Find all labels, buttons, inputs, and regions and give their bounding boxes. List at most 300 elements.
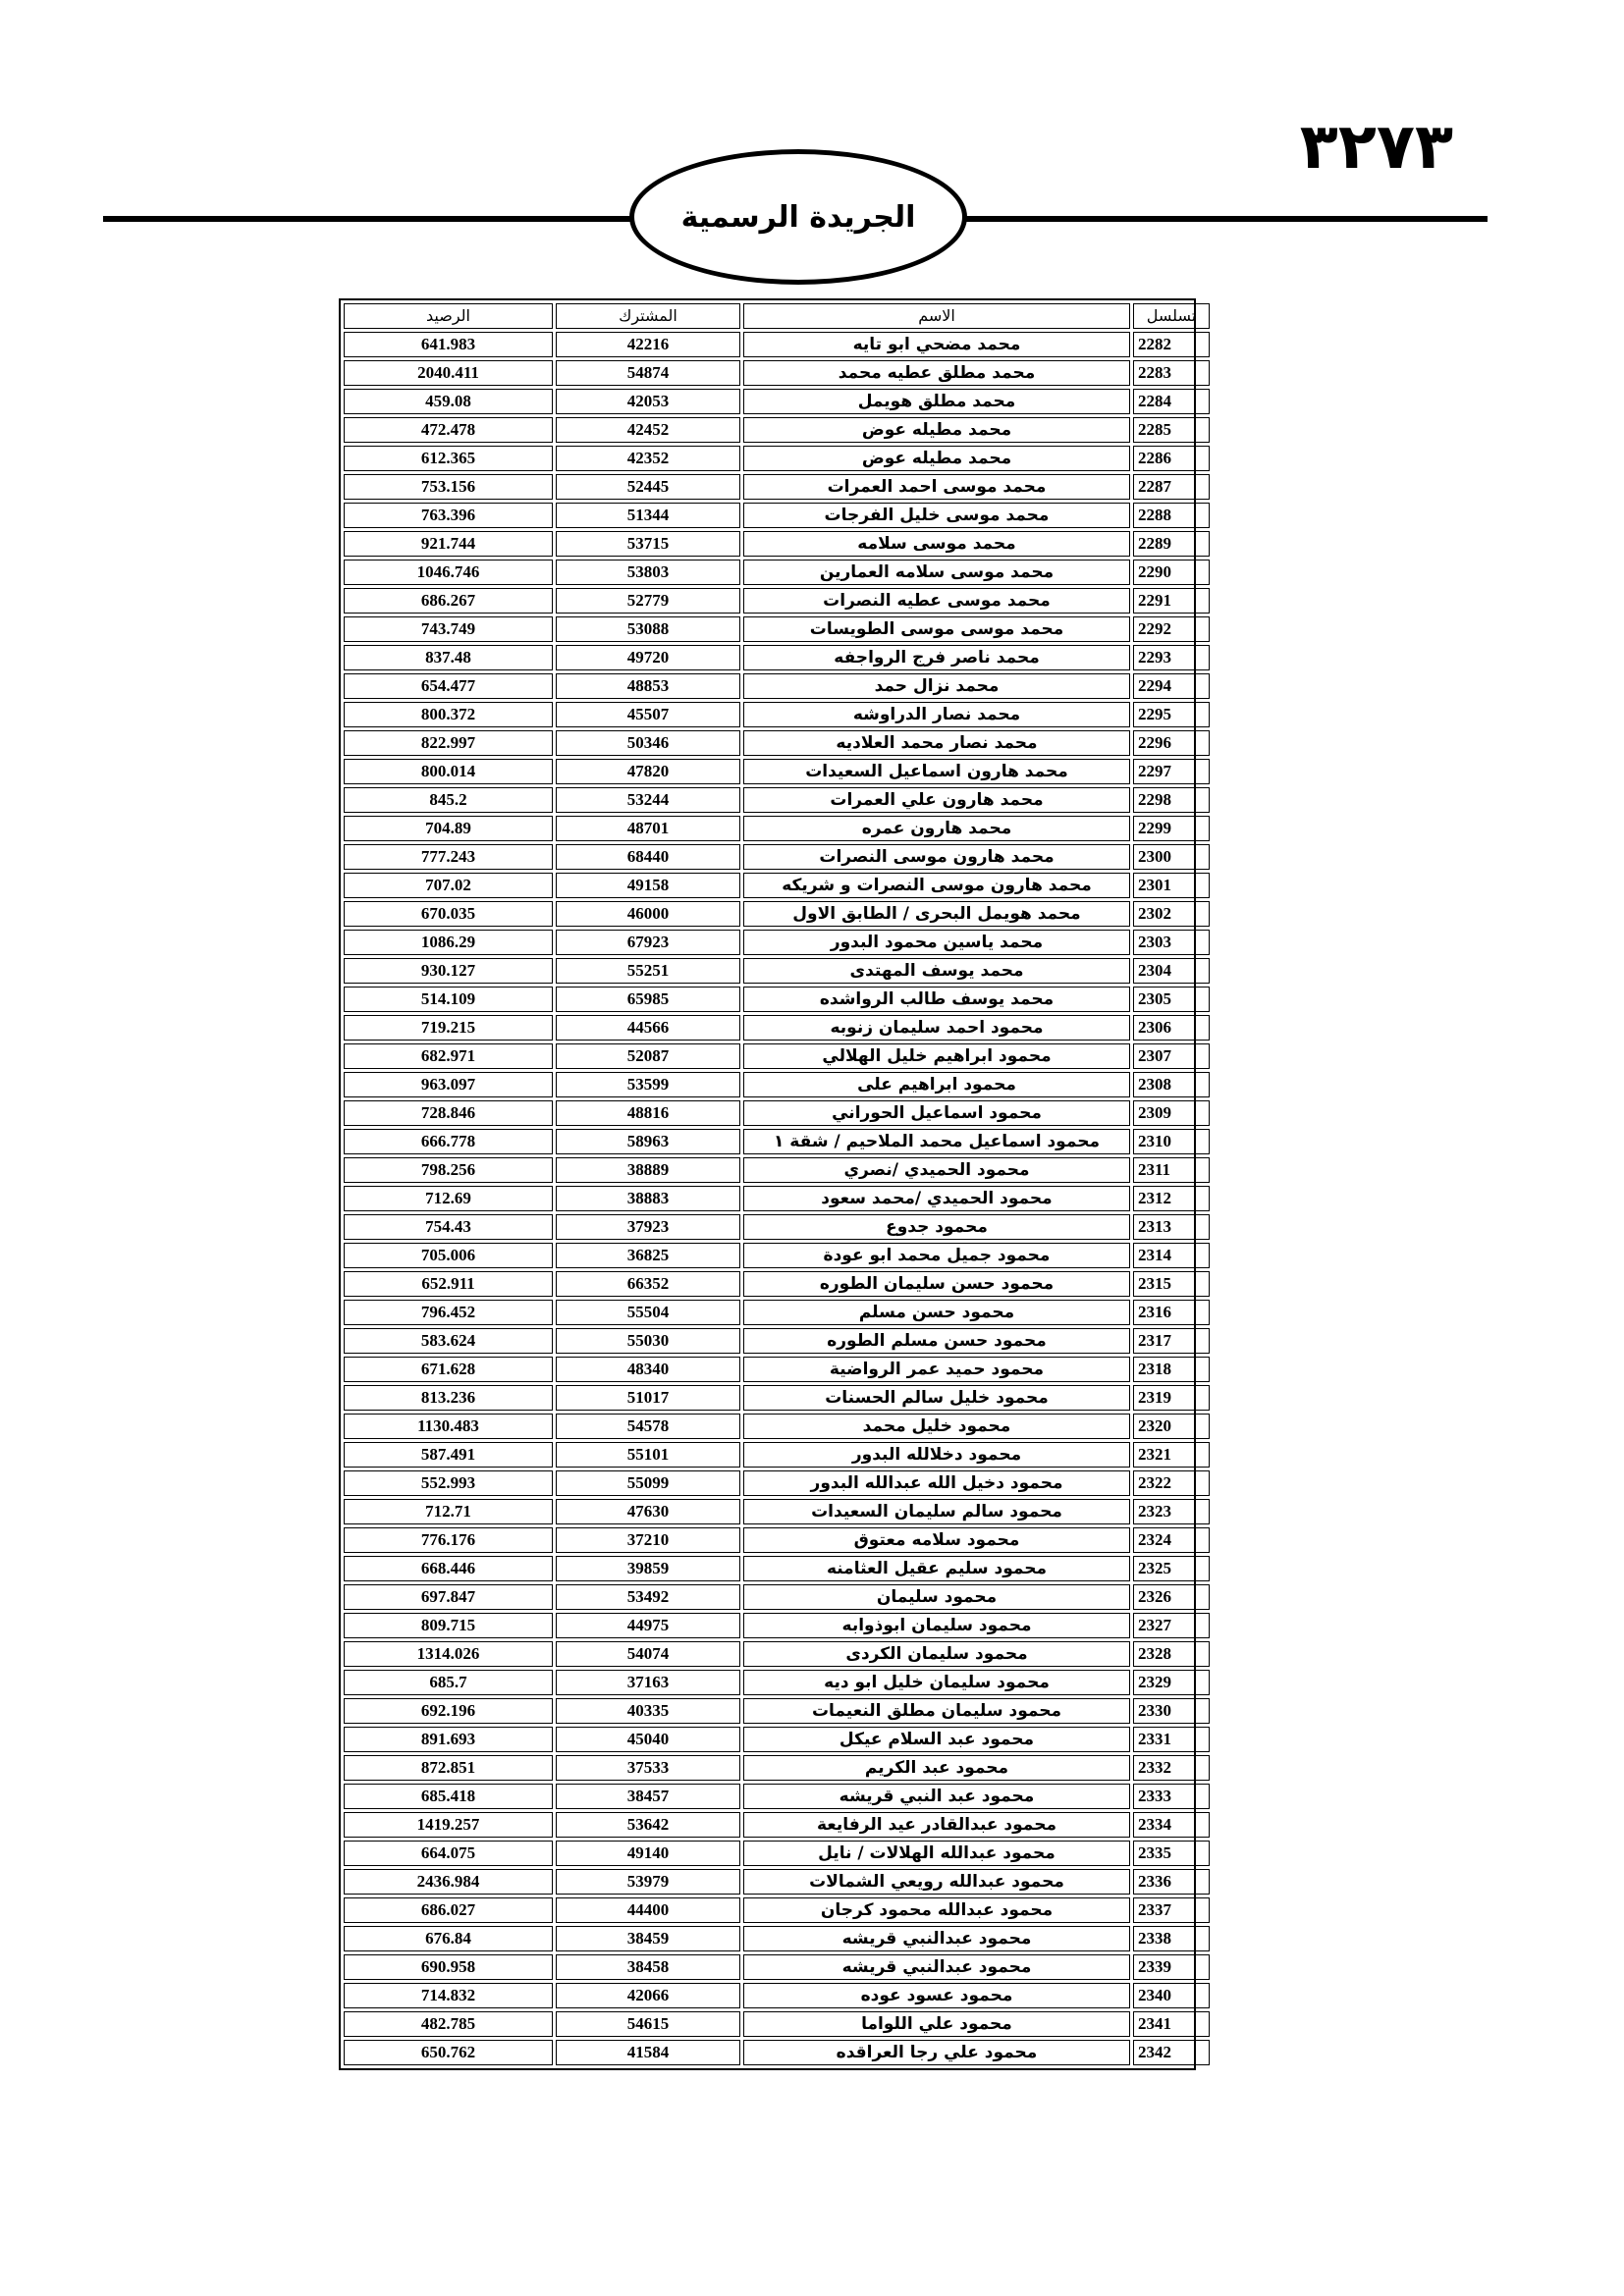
cell-serial: 2299: [1133, 816, 1210, 841]
table-row: [344, 958, 1210, 984]
cell-balance: 2040.411: [344, 360, 553, 386]
cell-balance: 707.02: [344, 873, 553, 898]
cell-serial: 2305: [1133, 987, 1210, 1012]
table-row: [344, 930, 1210, 955]
cell-balance: 891.693: [344, 1727, 553, 1752]
cell-balance: 796.452: [344, 1300, 553, 1325]
cell-balance: 1419.257: [344, 1812, 553, 1838]
cell-subscriber: 42053: [556, 389, 740, 414]
table-row: [344, 389, 1210, 414]
cell-name: محمد هارون موسى النصرات و شريكه: [743, 873, 1130, 898]
table-row: [344, 673, 1210, 699]
cell-serial: 2286: [1133, 446, 1210, 471]
cell-name: محمد مضحي ابو تايه: [743, 332, 1130, 357]
cell-subscriber: 47630: [556, 1499, 740, 1524]
table-row: [344, 588, 1210, 614]
ledger-body: [344, 332, 1210, 2065]
page-number: ٣٢٧٣: [1299, 111, 1453, 184]
cell-serial: 2303: [1133, 930, 1210, 955]
cell-balance: 686.027: [344, 1897, 553, 1923]
cell-subscriber: 42216: [556, 332, 740, 357]
cell-name: محمد هويمل البحرى / الطابق الاول: [743, 901, 1130, 927]
cell-subscriber: 42352: [556, 446, 740, 471]
cell-balance: 652.911: [344, 1271, 553, 1297]
cell-subscriber: 45040: [556, 1727, 740, 1752]
table-row: [344, 474, 1210, 500]
cell-balance: 753.156: [344, 474, 553, 500]
header-rule-left: [103, 216, 641, 222]
cell-balance: 459.08: [344, 389, 553, 414]
cell-serial: 2317: [1133, 1328, 1210, 1354]
cell-name: محمود علي اللواما: [743, 2011, 1130, 2037]
cell-serial: 2311: [1133, 1157, 1210, 1183]
cell-balance: 697.847: [344, 1584, 553, 1610]
cell-name: محمود جدوع: [743, 1214, 1130, 1240]
cell-serial: 2287: [1133, 474, 1210, 500]
cell-subscriber: 46000: [556, 901, 740, 927]
table-row: [344, 1641, 1210, 1667]
cell-name: محمد نصار محمد العلاديه: [743, 730, 1130, 756]
cell-subscriber: 37210: [556, 1527, 740, 1553]
table-row: [344, 560, 1210, 585]
cell-name: محمود خليل سالم الحسنات: [743, 1385, 1130, 1411]
cell-name: محمود عسود عوده: [743, 1983, 1130, 2008]
cell-balance: 1046.746: [344, 560, 553, 585]
cell-serial: 2315: [1133, 1271, 1210, 1297]
cell-balance: 813.236: [344, 1385, 553, 1411]
cell-subscriber: 53642: [556, 1812, 740, 1838]
cell-subscriber: 53979: [556, 1869, 740, 1895]
cell-subscriber: 55251: [556, 958, 740, 984]
cell-serial: 2291: [1133, 588, 1210, 614]
table-row: [344, 1983, 1210, 2008]
cell-name: محمد هارون عمره: [743, 816, 1130, 841]
cell-subscriber: 49158: [556, 873, 740, 898]
cell-subscriber: 52445: [556, 474, 740, 500]
cell-serial: 2328: [1133, 1641, 1210, 1667]
cell-subscriber: 48816: [556, 1100, 740, 1126]
cell-subscriber: 45507: [556, 702, 740, 727]
cell-subscriber: 51344: [556, 503, 740, 528]
cell-subscriber: 53715: [556, 531, 740, 557]
cell-serial: 2285: [1133, 417, 1210, 443]
cell-balance: 682.971: [344, 1043, 553, 1069]
cell-serial: 2306: [1133, 1015, 1210, 1041]
cell-name: محمد مطيله عوض: [743, 417, 1130, 443]
cell-serial: 2314: [1133, 1243, 1210, 1268]
cell-name: محمود حسن مسلم الطوره: [743, 1328, 1130, 1354]
cell-serial: 2319: [1133, 1385, 1210, 1411]
cell-serial: 2308: [1133, 1072, 1210, 1097]
cell-name: محمود الحميدي /محمد سعود: [743, 1186, 1130, 1211]
table-row: [344, 702, 1210, 727]
cell-subscriber: 53599: [556, 1072, 740, 1097]
cell-serial: 2341: [1133, 2011, 1210, 2037]
table-row: [344, 1442, 1210, 1468]
cell-balance: 482.785: [344, 2011, 553, 2037]
cell-balance: 686.267: [344, 588, 553, 614]
table-row: [344, 987, 1210, 1012]
cell-subscriber: 49720: [556, 645, 740, 670]
table-row: [344, 1527, 1210, 1553]
cell-serial: 2322: [1133, 1470, 1210, 1496]
cell-balance: 654.477: [344, 673, 553, 699]
cell-subscriber: 53088: [556, 616, 740, 642]
cell-serial: 2334: [1133, 1812, 1210, 1838]
cell-subscriber: 41584: [556, 2040, 740, 2065]
cell-subscriber: 44400: [556, 1897, 740, 1923]
cell-serial: 2292: [1133, 616, 1210, 642]
table-row: [344, 787, 1210, 813]
cell-name: محمود حميد عمر الرواضية: [743, 1357, 1130, 1382]
table-row: [344, 1129, 1210, 1154]
cell-serial: 2337: [1133, 1897, 1210, 1923]
cell-subscriber: 38459: [556, 1926, 740, 1951]
cell-name: محمد يوسف طالب الرواشده: [743, 987, 1130, 1012]
ledger-table-frame: [339, 298, 1196, 2070]
cell-name: محمود ابراهيم خليل الهلالي: [743, 1043, 1130, 1069]
cell-subscriber: 66352: [556, 1271, 740, 1297]
cell-balance: 704.89: [344, 816, 553, 841]
cell-subscriber: 38457: [556, 1784, 740, 1809]
cell-serial: 2316: [1133, 1300, 1210, 1325]
cell-serial: 2320: [1133, 1414, 1210, 1439]
cell-subscriber: 49140: [556, 1841, 740, 1866]
cell-subscriber: 65985: [556, 987, 740, 1012]
cell-name: محمود سليمان خليل ابو ديه: [743, 1670, 1130, 1695]
cell-balance: 690.958: [344, 1954, 553, 1980]
cell-serial: 2325: [1133, 1556, 1210, 1581]
cell-balance: 798.256: [344, 1157, 553, 1183]
cell-subscriber: 54578: [556, 1414, 740, 1439]
cell-subscriber: 42452: [556, 417, 740, 443]
cell-balance: 670.035: [344, 901, 553, 927]
table-row: [344, 503, 1210, 528]
table-row: [344, 1584, 1210, 1610]
table-row: [344, 645, 1210, 670]
cell-subscriber: 48340: [556, 1357, 740, 1382]
table-row: [344, 616, 1210, 642]
table-row: [344, 1157, 1210, 1183]
table-row: [344, 1357, 1210, 1382]
cell-serial: 2304: [1133, 958, 1210, 984]
cell-subscriber: 47820: [556, 759, 740, 784]
cell-serial: 2290: [1133, 560, 1210, 585]
cell-subscriber: 55099: [556, 1470, 740, 1496]
cell-subscriber: 38458: [556, 1954, 740, 1980]
cell-serial: 2323: [1133, 1499, 1210, 1524]
cell-name: محمد موسى احمد العمرات: [743, 474, 1130, 500]
table-row: [344, 1499, 1210, 1524]
cell-name: محمود عبدالله محمود كرجان: [743, 1897, 1130, 1923]
cell-name: محمود سليمان مطلق النعيمات: [743, 1698, 1130, 1724]
cell-name: محمود علي رجا العراقده: [743, 2040, 1130, 2065]
table-row: [344, 446, 1210, 471]
cell-serial: 2297: [1133, 759, 1210, 784]
cell-serial: 2326: [1133, 1584, 1210, 1610]
table-row: [344, 759, 1210, 784]
cell-balance: 671.628: [344, 1357, 553, 1382]
cell-subscriber: 55101: [556, 1442, 740, 1468]
table-row: [344, 1812, 1210, 1838]
cell-name: محمود سالم سليمان السعيدات: [743, 1499, 1130, 1524]
cell-subscriber: 36825: [556, 1243, 740, 1268]
table-row: [344, 1100, 1210, 1126]
cell-balance: 685.418: [344, 1784, 553, 1809]
cell-serial: 2340: [1133, 1983, 1210, 2008]
cell-name: محمود سليمان الكردى: [743, 1641, 1130, 1667]
table-row: [344, 1072, 1210, 1097]
cell-balance: 1130.483: [344, 1414, 553, 1439]
cell-subscriber: 44975: [556, 1613, 740, 1638]
column-header-name: الاسم: [743, 303, 1130, 329]
table-row: [344, 332, 1210, 357]
table-row: [344, 417, 1210, 443]
cell-name: محمود اسماعيل الحوراني: [743, 1100, 1130, 1126]
cell-balance: 664.075: [344, 1841, 553, 1866]
cell-serial: 2309: [1133, 1100, 1210, 1126]
table-row: [344, 873, 1210, 898]
table-row: [344, 1214, 1210, 1240]
table-row: [344, 1470, 1210, 1496]
cell-serial: 2342: [1133, 2040, 1210, 2065]
cell-name: محمود خليل محمد: [743, 1414, 1130, 1439]
cell-balance: 930.127: [344, 958, 553, 984]
cell-serial: 2333: [1133, 1784, 1210, 1809]
cell-name: محمود حسن مسلم: [743, 1300, 1130, 1325]
cell-balance: 776.176: [344, 1527, 553, 1553]
cell-serial: 2338: [1133, 1926, 1210, 1951]
cell-balance: 472.478: [344, 417, 553, 443]
table-row: [344, 360, 1210, 386]
cell-balance: 685.7: [344, 1670, 553, 1695]
cell-serial: 2300: [1133, 844, 1210, 870]
cell-name: محمود سليمان ابوذوابه: [743, 1613, 1130, 1638]
cell-serial: 2293: [1133, 645, 1210, 670]
table-row: [344, 1670, 1210, 1695]
cell-subscriber: 55504: [556, 1300, 740, 1325]
cell-subscriber: 39859: [556, 1556, 740, 1581]
cell-balance: 650.762: [344, 2040, 553, 2065]
cell-subscriber: 52087: [556, 1043, 740, 1069]
cell-balance: 728.846: [344, 1100, 553, 1126]
table-row: [344, 1271, 1210, 1297]
cell-serial: 2294: [1133, 673, 1210, 699]
table-row: [344, 1784, 1210, 1809]
cell-name: محمد هارون علي العمرات: [743, 787, 1130, 813]
table-row: [344, 1414, 1210, 1439]
cell-name: محمود دخيل الله عبدالله البدور: [743, 1470, 1130, 1496]
table-row: [344, 901, 1210, 927]
cell-balance: 921.744: [344, 531, 553, 557]
cell-balance: 800.372: [344, 702, 553, 727]
cell-subscriber: 50346: [556, 730, 740, 756]
cell-serial: 2324: [1133, 1527, 1210, 1553]
cell-subscriber: 37533: [556, 1755, 740, 1781]
cell-balance: 800.014: [344, 759, 553, 784]
table-row: [344, 1869, 1210, 1895]
cell-serial: 2313: [1133, 1214, 1210, 1240]
cell-balance: 514.109: [344, 987, 553, 1012]
cell-subscriber: 54874: [556, 360, 740, 386]
cell-balance: 705.006: [344, 1243, 553, 1268]
cell-serial: 2296: [1133, 730, 1210, 756]
cell-serial: 2312: [1133, 1186, 1210, 1211]
cell-name: محمود عبدالله الهلالات / نايل: [743, 1841, 1130, 1866]
cell-subscriber: 51017: [556, 1385, 740, 1411]
table-row: [344, 1243, 1210, 1268]
cell-serial: 2310: [1133, 1129, 1210, 1154]
cell-subscriber: 40335: [556, 1698, 740, 1724]
cell-name: محمد موسى خليل الفرجات: [743, 503, 1130, 528]
cell-serial: 2298: [1133, 787, 1210, 813]
cell-name: محمود عبدالنبي قريشه: [743, 1926, 1130, 1951]
table-row: [344, 1698, 1210, 1724]
cell-balance: 845.2: [344, 787, 553, 813]
cell-subscriber: 48701: [556, 816, 740, 841]
cell-balance: 743.749: [344, 616, 553, 642]
cell-serial: 2335: [1133, 1841, 1210, 1866]
cell-serial: 2302: [1133, 901, 1210, 927]
cell-balance: 1314.026: [344, 1641, 553, 1667]
cell-subscriber: 52779: [556, 588, 740, 614]
cell-balance: 692.196: [344, 1698, 553, 1724]
table-row: [344, 1841, 1210, 1866]
cell-name: محمد هارون موسى النصرات: [743, 844, 1130, 870]
cell-serial: 2332: [1133, 1755, 1210, 1781]
cell-name: محمد موسى عطيه النصرات: [743, 588, 1130, 614]
cell-serial: 2336: [1133, 1869, 1210, 1895]
cell-subscriber: 38889: [556, 1157, 740, 1183]
cell-balance: 1086.29: [344, 930, 553, 955]
cell-subscriber: 54074: [556, 1641, 740, 1667]
cell-serial: 2307: [1133, 1043, 1210, 1069]
cell-serial: 2331: [1133, 1727, 1210, 1752]
table-row: [344, 1043, 1210, 1069]
cell-balance: 712.71: [344, 1499, 553, 1524]
cell-balance: 777.243: [344, 844, 553, 870]
cell-serial: 2284: [1133, 389, 1210, 414]
cell-serial: 2282: [1133, 332, 1210, 357]
cell-name: محمود جميل محمد ابو عودة: [743, 1243, 1130, 1268]
cell-balance: 963.097: [344, 1072, 553, 1097]
gazette-title-oval: [629, 149, 967, 285]
table-row: [344, 2040, 1210, 2065]
table-row: [344, 1755, 1210, 1781]
cell-serial: 2289: [1133, 531, 1210, 557]
cell-subscriber: 38883: [556, 1186, 740, 1211]
cell-name: محمد موسى سلامه: [743, 531, 1130, 557]
table-row: [344, 1328, 1210, 1354]
header-rule-right: [962, 216, 1488, 222]
table-row: [344, 844, 1210, 870]
table-row: [344, 2011, 1210, 2037]
cell-subscriber: 48853: [556, 673, 740, 699]
cell-serial: 2288: [1133, 503, 1210, 528]
cell-serial: 2327: [1133, 1613, 1210, 1638]
table-row: [344, 1926, 1210, 1951]
cell-name: محمد ناصر فرج الرواجفه: [743, 645, 1130, 670]
cell-serial: 2295: [1133, 702, 1210, 727]
cell-name: محمد مطلق عطيه محمد: [743, 360, 1130, 386]
cell-name: محمود احمد سليمان زنوبه: [743, 1015, 1130, 1041]
cell-serial: 2318: [1133, 1357, 1210, 1382]
cell-serial: 2330: [1133, 1698, 1210, 1724]
cell-balance: 676.84: [344, 1926, 553, 1951]
cell-balance: 754.43: [344, 1214, 553, 1240]
cell-subscriber: 54615: [556, 2011, 740, 2037]
cell-name: محمود عبد الكريم: [743, 1755, 1130, 1781]
table-row: [344, 1186, 1210, 1211]
cell-name: محمد مطيله عوض: [743, 446, 1130, 471]
cell-name: محمود عبدالقادر عيد الرفايعة: [743, 1812, 1130, 1838]
table-row: [344, 1015, 1210, 1041]
cell-balance: 822.997: [344, 730, 553, 756]
cell-name: محمود عبدالنبي قريشه: [743, 1954, 1130, 1980]
table-row: [344, 1613, 1210, 1638]
cell-subscriber: 37163: [556, 1670, 740, 1695]
cell-balance: 719.215: [344, 1015, 553, 1041]
cell-name: محمود دخلالله البدور: [743, 1442, 1130, 1468]
cell-name: محمد هارون اسماعيل السعيدات: [743, 759, 1130, 784]
cell-name: محمد مطلق هويمل: [743, 389, 1130, 414]
table-row: [344, 1954, 1210, 1980]
cell-name: محمود سليمان: [743, 1584, 1130, 1610]
cell-balance: 712.69: [344, 1186, 553, 1211]
column-header-balance: الرصيد: [344, 303, 553, 329]
cell-name: محمود اسماعيل محمد الملاحيم / شقة ١: [743, 1129, 1130, 1154]
cell-name: محمد نزال حمد: [743, 673, 1130, 699]
cell-name: محمود سلامه معتوق: [743, 1527, 1130, 1553]
cell-subscriber: 44566: [556, 1015, 740, 1041]
ledger-table: [341, 300, 1213, 2068]
cell-subscriber: 58963: [556, 1129, 740, 1154]
cell-name: محمود ابراهيم على: [743, 1072, 1130, 1097]
gazette-title: الجريدة الرسمية: [680, 199, 916, 235]
cell-serial: 2283: [1133, 360, 1210, 386]
table-row: [344, 1727, 1210, 1752]
cell-balance: 668.446: [344, 1556, 553, 1581]
cell-balance: 763.396: [344, 503, 553, 528]
table-row: [344, 1300, 1210, 1325]
table-row: [344, 1556, 1210, 1581]
cell-balance: 809.715: [344, 1613, 553, 1638]
cell-name: محمد يوسف المهتدى: [743, 958, 1130, 984]
cell-name: محمد موسى موسى الطويسات: [743, 616, 1130, 642]
column-header-subscriber: المشترك: [556, 303, 740, 329]
cell-balance: 583.624: [344, 1328, 553, 1354]
cell-serial: 2301: [1133, 873, 1210, 898]
cell-subscriber: 55030: [556, 1328, 740, 1354]
cell-subscriber: 67923: [556, 930, 740, 955]
cell-name: محمود حسن سليمان الطوره: [743, 1271, 1130, 1297]
column-header-serial: تسلسل: [1133, 303, 1210, 329]
cell-name: محمد موسى سلامه العمارين: [743, 560, 1130, 585]
table-row: [344, 730, 1210, 756]
cell-subscriber: 53803: [556, 560, 740, 585]
cell-subscriber: 42066: [556, 1983, 740, 2008]
cell-name: محمود سليم عقيل العثامنه: [743, 1556, 1130, 1581]
table-header-row: [344, 303, 1210, 329]
cell-balance: 666.778: [344, 1129, 553, 1154]
cell-subscriber: 53492: [556, 1584, 740, 1610]
table-row: [344, 531, 1210, 557]
cell-subscriber: 37923: [556, 1214, 740, 1240]
cell-serial: 2339: [1133, 1954, 1210, 1980]
cell-serial: 2321: [1133, 1442, 1210, 1468]
cell-name: محمود عبد السلام عيكل: [743, 1727, 1130, 1752]
cell-balance: 612.365: [344, 446, 553, 471]
